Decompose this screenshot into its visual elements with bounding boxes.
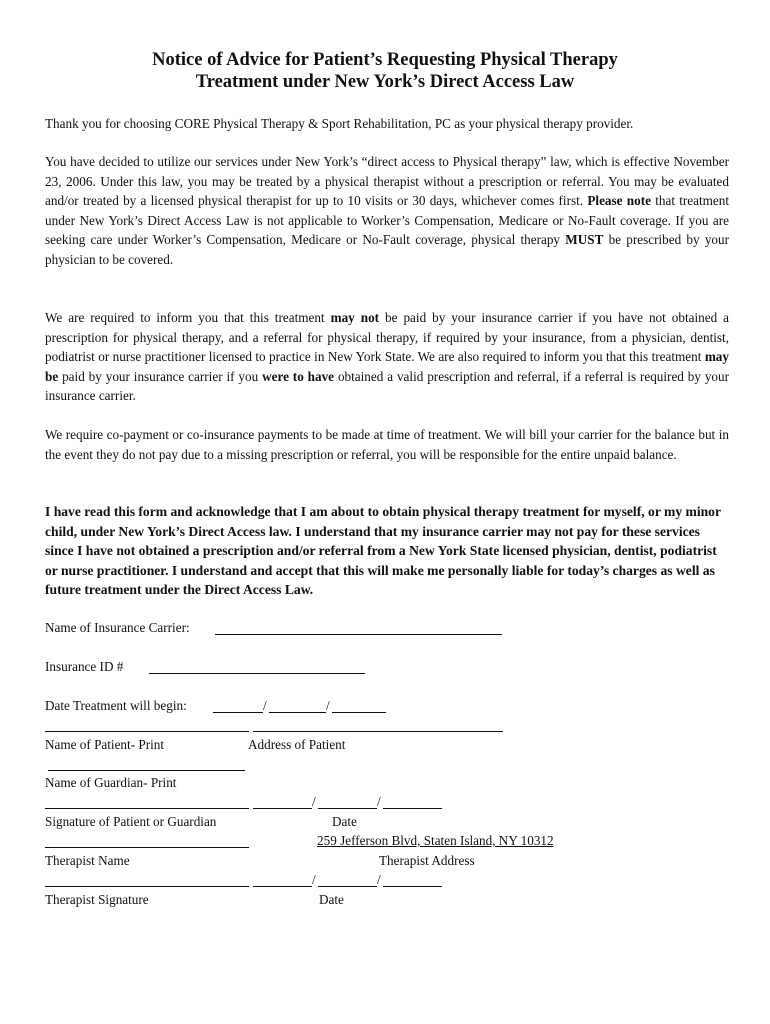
therapist-name-label: Therapist Name [45, 853, 130, 868]
intro-paragraph: Thank you for choosing CORE Physical Therapy & Sport Rehabilitation, PC as your physical therapy provider. [45, 116, 634, 131]
patient-address-label: Address of Patient [248, 737, 346, 752]
patient-name-field[interactable] [45, 731, 249, 732]
para2-text-g: obtained a valid prescription and referral, if a referral is required by your insurance carrier. [45, 368, 730, 403]
date-begin-slash-2: / [326, 698, 330, 713]
date-begin-day-field[interactable] [269, 712, 326, 713]
signature-date-day-field[interactable] [318, 808, 377, 809]
para1-bold-must: MUST [565, 232, 604, 247]
therapist-address-label: Therapist Address [379, 853, 475, 868]
para2-bold-were-to-have: were to have [262, 368, 335, 384]
signature-date-slash-1: / [312, 794, 316, 809]
therapist-date-slash-2: / [377, 872, 381, 887]
therapist-date-day-field[interactable] [318, 886, 377, 887]
therapist-signature-field[interactable] [45, 886, 249, 887]
guardian-name-field[interactable] [48, 770, 245, 771]
copayment-paragraph: We require co-payment or co-insurance payments to be made at time of treatment. We will bill your carrier for the balance but in the event they do not pay due to a missing prescription or referral, you will be responsible for the entire unpaid balance. [45, 427, 729, 462]
signature-date-year-field[interactable] [383, 808, 442, 809]
patient-name-label: Name of Patient- Print [45, 737, 165, 752]
therapist-date-slash-1: / [312, 872, 316, 887]
therapist-date-month-field[interactable] [253, 886, 312, 887]
date-begin-label: Date Treatment will begin: [45, 698, 187, 713]
therapist-address-value: 259 Jefferson Blvd, Staten Island, NY 10312 [317, 833, 554, 848]
insurance-notice-paragraph [45, 308, 729, 406]
signature-date-slash-2: / [377, 794, 381, 809]
title-line-2: Treatment under New York’s Direct Access Law [195, 72, 575, 92]
title-line-1: Notice of Advice for Patient’s Requesting Physical Therapy [152, 50, 618, 70]
insurance-carrier-field[interactable] [215, 634, 502, 635]
therapist-name-field[interactable] [45, 847, 249, 848]
date-begin-year-field[interactable] [332, 712, 386, 713]
therapist-date-label: Date [319, 892, 344, 907]
para2-text-e: paid by your insurance carrier if you [62, 368, 259, 384]
insurance-id-field[interactable] [149, 673, 365, 674]
para2-bold-may-be: may be [45, 349, 729, 384]
date-begin-slash-1: / [263, 698, 267, 713]
para1-text-e: be prescribed by your physician to be covered. [45, 232, 730, 267]
para2-text-c: be paid by your insurance carrier if you have not obtained a prescription for physical therapy, and a referral for physical therapy, if required by your insurance, from a physician, dentist, podiatrist or nurse practitioner licensed to practice in New York State. We are also required to inform you that this treatment [45, 310, 730, 364]
patient-signature-label: Signature of Patient or Guardian [45, 814, 217, 829]
acknowledgement-paragraph: I have read this form and acknowledge that I am about to obtain physical therapy treatment for myself, or my minor child, under New York’s Direct Access law. I understand that my insurance carrier may not pay for these services since I have not obtained a prescription and/or referral from a New York State licensed physician, dentist, podiatrist or nurse practitioner. I understand and accept that this will make me personally liable for today’s charges as well as future treatment under the Direct Access Law. [45, 504, 721, 597]
para1-text-c: that treatment under New York’s Direct Access Law is not applicable to Worker’s Compensation, Medicare or No-Fault coverage. If you are seeking care under Worker’s Compensation, Medicare or No-Fault coverage, physical therapy [45, 193, 730, 247]
para2-bold-may-not: may not [330, 310, 380, 325]
insurance-carrier-label: Name of Insurance Carrier: [45, 620, 190, 635]
para1-bold-please-note: Please note [587, 193, 651, 208]
date-begin-month-field[interactable] [213, 712, 263, 713]
signature-date-label: Date [332, 814, 357, 829]
therapist-date-year-field[interactable] [383, 886, 442, 887]
direct-access-paragraph [45, 152, 729, 269]
signature-date-month-field[interactable] [253, 808, 312, 809]
insurance-id-label: Insurance ID # [45, 659, 124, 674]
para1-text-a: You have decided to utilize our services under New York’s “direct access to Physical therapy” law, which is effective November 23, 2006. Under this law, you may be treated by a physical therapist without a prescription or referral. You may be evaluated and/or treated by a licensed physical therapist for up to 10 visits or 30 days, whichever comes first. [45, 154, 729, 208]
patient-signature-field[interactable] [45, 808, 249, 809]
guardian-name-label: Name of Guardian- Print [45, 775, 177, 790]
para2-text-a: We are required to inform you that this treatment [45, 310, 325, 325]
patient-address-field[interactable] [253, 731, 503, 732]
therapist-signature-label: Therapist Signature [45, 892, 149, 907]
